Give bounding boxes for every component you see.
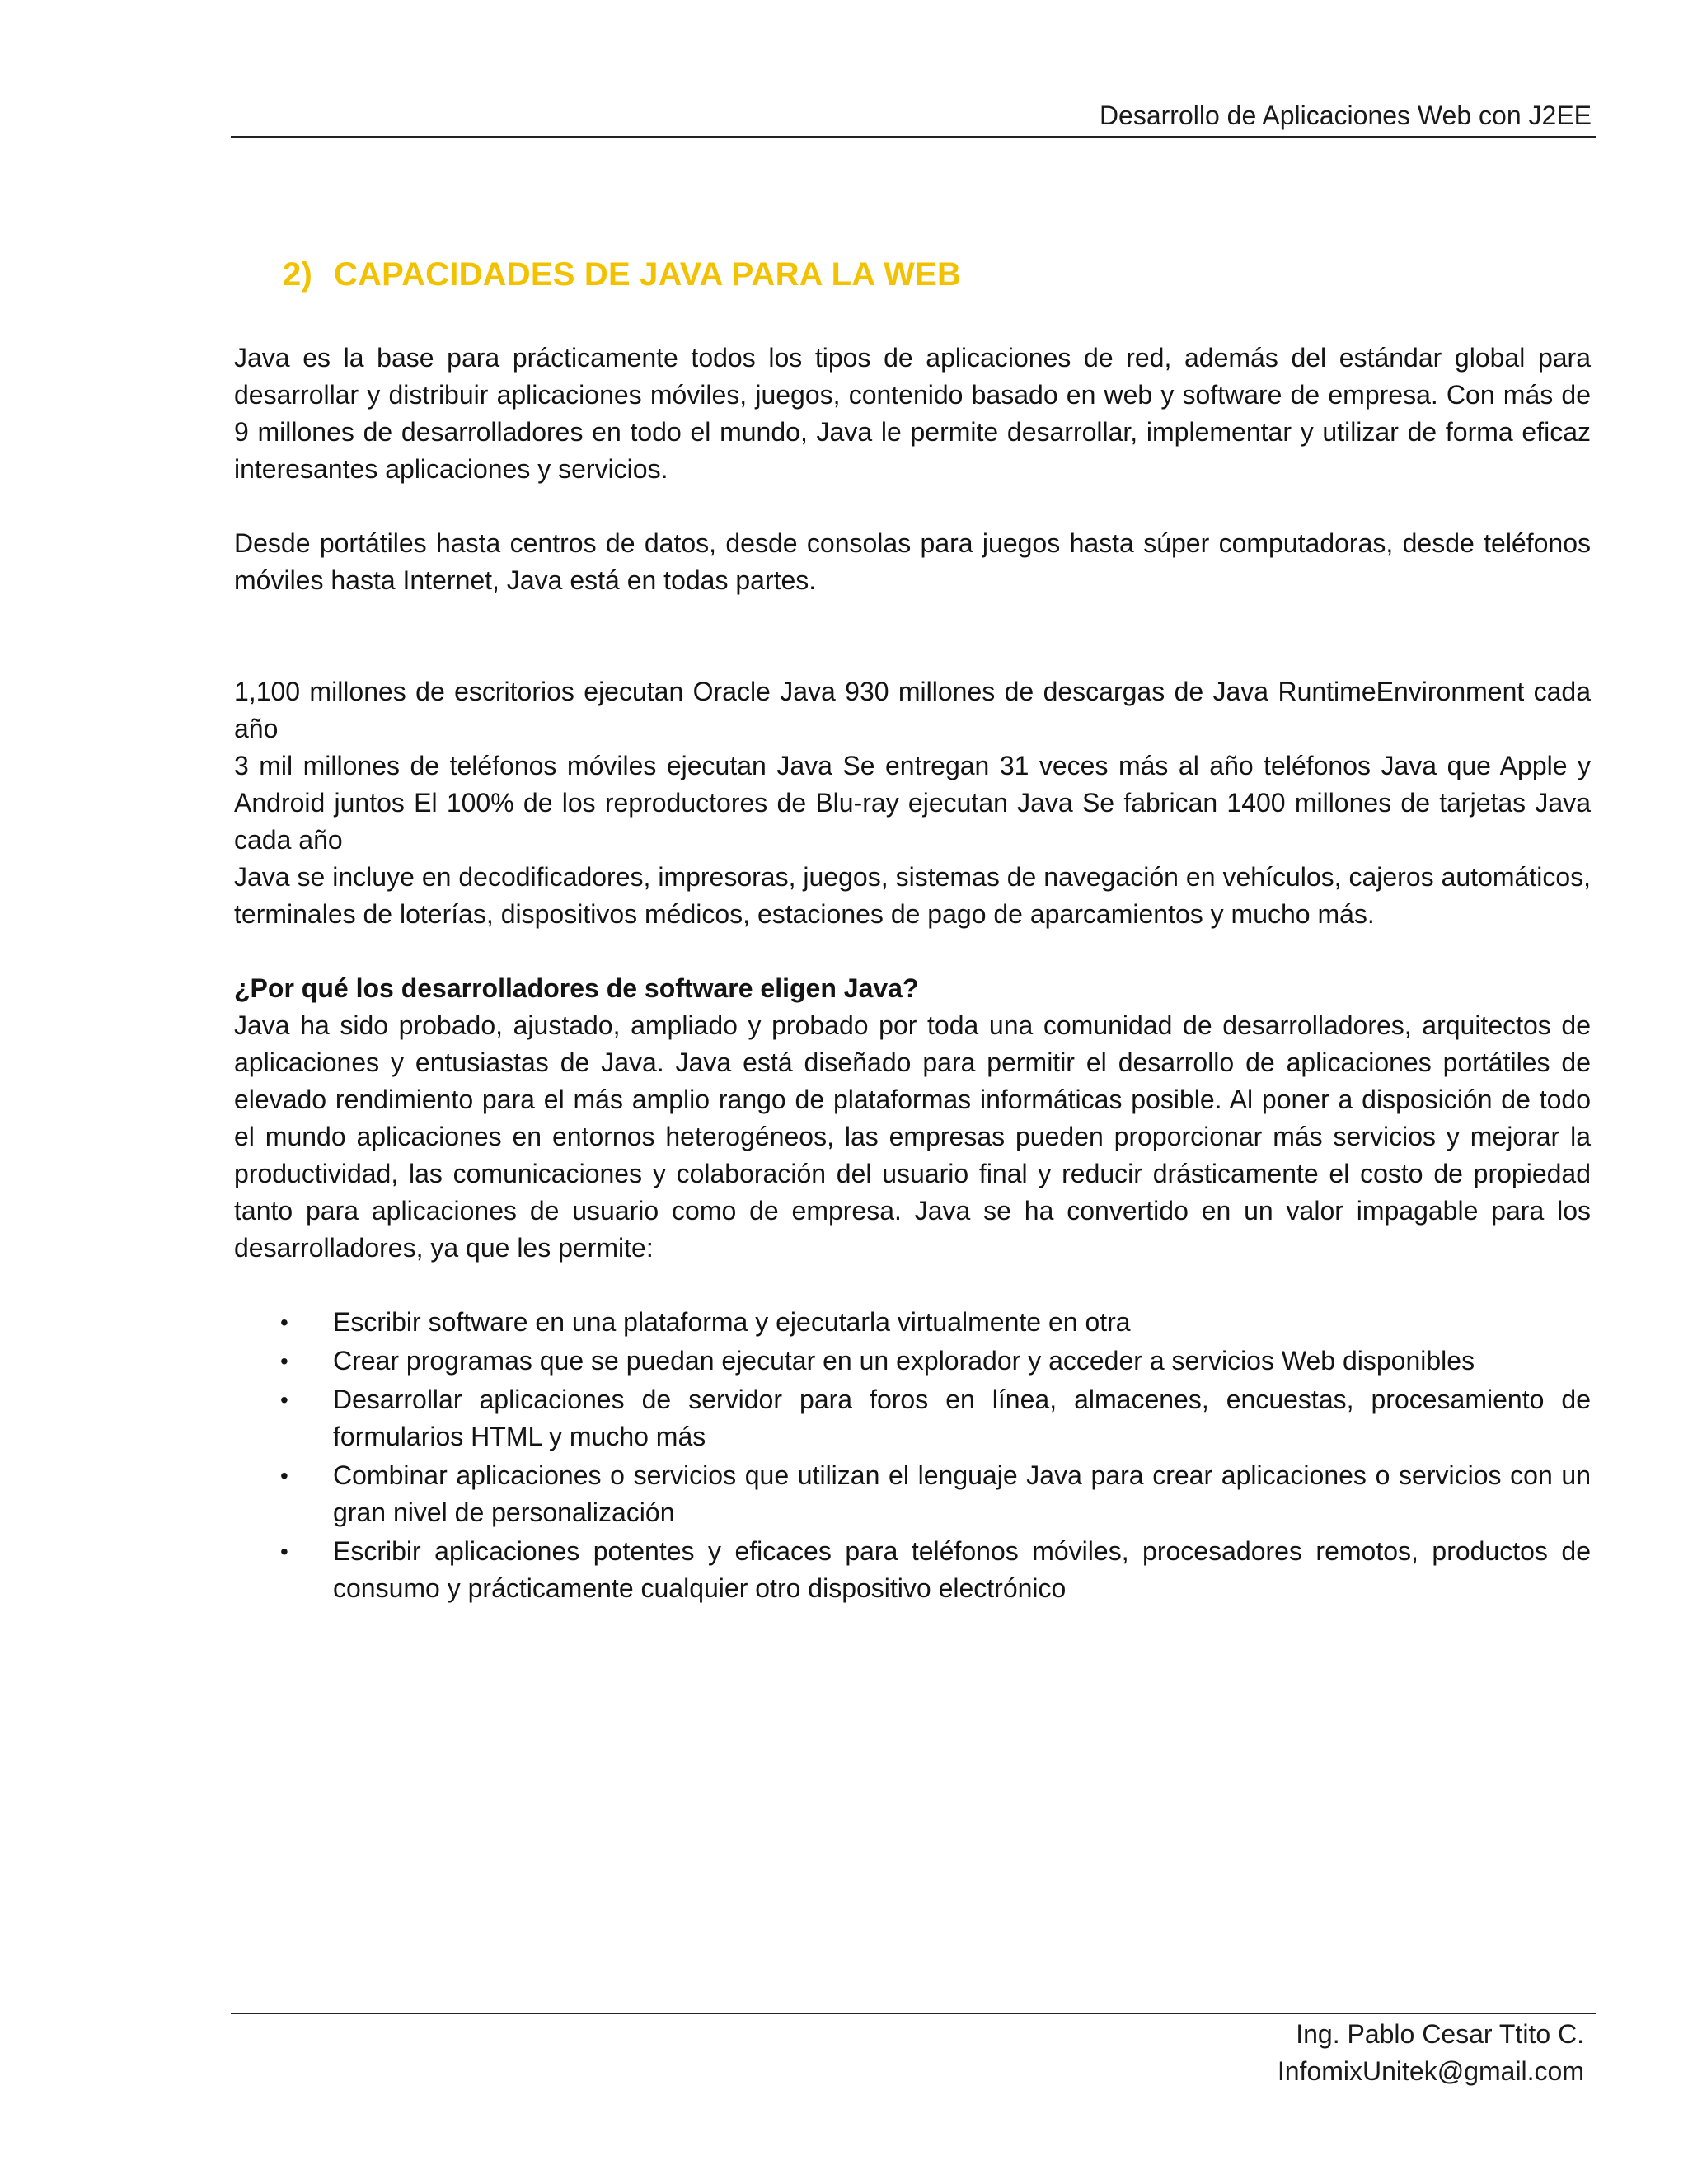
page-header-title: Desarrollo de Aplicaciones Web con J2EE [1099, 101, 1592, 130]
paragraph-stats-phones: 3 mil millones de teléfonos móviles ejecutan Java Se entregan 31 veces más al año teléfonos Java que Apple y Android juntos El 100% de los reproductores de Blu-ray ejecutan Java Se fabrican 1400 millones de tarjetas Java cada año [234, 751, 1591, 855]
spacer [234, 488, 1591, 525]
subheading-question: ¿Por qué los desarrolladores de software eligen Java? [234, 973, 919, 1003]
list-item [234, 1343, 1591, 1380]
spacer [234, 933, 1591, 970]
paragraph-intro: Java es la base para prácticamente todos los tipos de aplicaciones de red, además del estándar global para desarrollar y distribuir aplicaciones móviles, juegos, contenido basado en web y software de empresa. Con más de 9 millones de desarrolladores en todo el mundo, Java le permite desarrollar, implementar y utilizar de forma eficaz interesantes aplicaciones y servicios. [234, 343, 1591, 484]
paragraph-stats-devices: Java se incluye en decodificadores, impresoras, juegos, sistemas de navegación en vehículos, cajeros automáticos, terminales de loterías, dispositivos médicos, estaciones de pago de aparcamientos y mucho más. [234, 862, 1591, 929]
section-heading [283, 250, 961, 299]
document-body [234, 340, 1591, 1609]
paragraph-stats-desktops: 1,100 millones de escritorios ejecutan Oracle Java 930 millones de descargas de Java RuntimeEnvironment cada año [234, 677, 1591, 743]
section-title: CAPACIDADES DE JAVA PARA LA WEB [334, 256, 962, 293]
list-item-text: Desarrollar aplicaciones de servidor para foros en línea, almacenes, encuestas, procesamiento de formularios HTML y mucho más [333, 1385, 1591, 1451]
page-footer [1278, 2016, 1584, 2090]
list-item [234, 1533, 1591, 1607]
benefits-list [234, 1304, 1591, 1607]
list-item [234, 1304, 1591, 1341]
spacer [234, 599, 1591, 673]
list-item-text: Combinar aplicaciones o servicios que utilizan el lenguaje Java para crear aplicaciones o servicios con un gran nivel de personalización [333, 1460, 1591, 1527]
header-divider [231, 136, 1596, 138]
list-item [234, 1381, 1591, 1455]
bullet-icon: • [280, 1539, 288, 1564]
list-item-text: Escribir software en una plataforma y ejecutarla virtualmente en otra [333, 1307, 1131, 1337]
footer-divider [231, 2013, 1596, 2014]
bullet-icon: • [280, 1348, 288, 1374]
footer-email: InfomixUnitek@gmail.com [1277, 2056, 1584, 2086]
spacer [234, 1267, 1591, 1304]
bullet-icon: • [280, 1463, 288, 1488]
section-number: 2) [283, 256, 312, 293]
paragraph-answer: Java ha sido probado, ajustado, ampliado y probado por toda una comunidad de desarrolladores, arquitectos de aplicaciones y entusiastas de Java. Java está diseñado para permitir el desarrollo de aplicaciones portátiles de elevado rendimiento para el más amplio rango de plataformas informáticas posible. Al poner a disposición de todo el mundo aplicaciones en entornos heterogéneos, las empresas pueden proporcionar más servicios y mejorar la productividad, las comunicaciones y colaboración del usuario final y reducir drásticamente el costo de propiedad tanto para aplicaciones de usuario como de empresa. Java se ha convertido en un valor impagable para los desarrolladores, ya que les permite: [234, 1010, 1591, 1263]
bullet-icon: • [280, 1387, 288, 1413]
paragraph-everywhere: Desde portátiles hasta centros de datos, desde consolas para juegos hasta súper computadoras, desde teléfonos móviles hasta Internet, Java está en todas partes. [234, 528, 1591, 595]
list-item-text: Crear programas que se puedan ejecutar en un explorador y acceder a servicios Web disponibles [333, 1346, 1475, 1376]
bullet-icon: • [280, 1310, 288, 1335]
list-item [234, 1457, 1591, 1531]
list-item-text: Escribir aplicaciones potentes y eficaces para teléfonos móviles, procesadores remotos, productos de consumo y prácticamente cualquier otro dispositivo electrónico [333, 1536, 1591, 1603]
footer-author: Ing. Pablo Cesar Ttito C. [1296, 2019, 1584, 2049]
